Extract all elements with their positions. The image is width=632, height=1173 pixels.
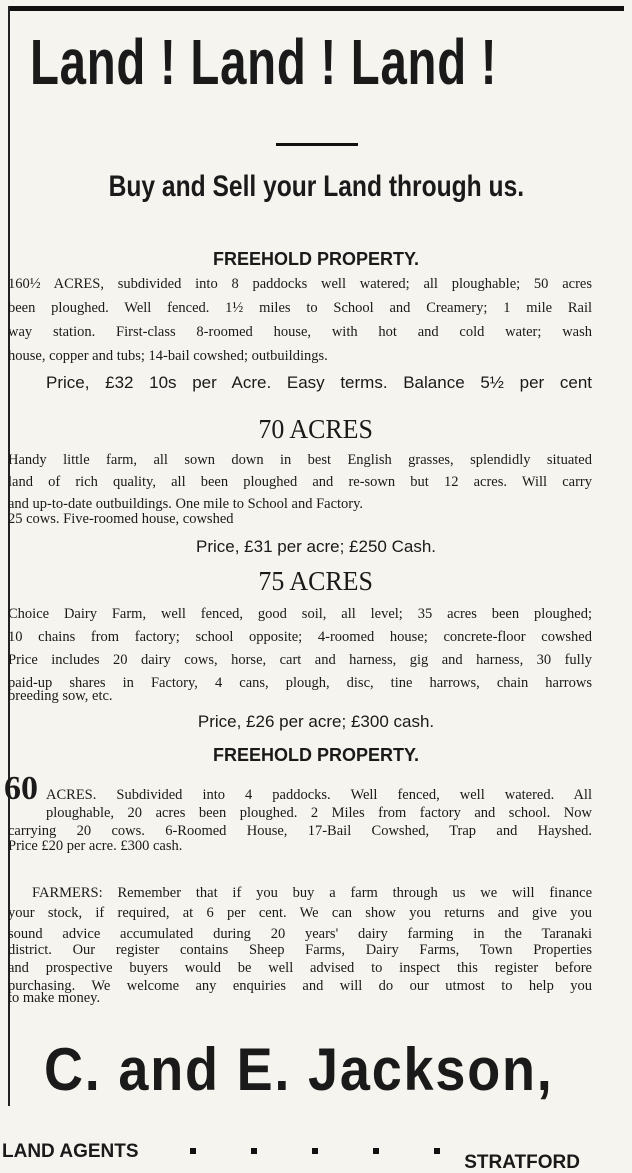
farmers-note-line: and prospective buyers would be well advised to inspect this register before	[8, 960, 592, 976]
section4-acreage-number: 60	[4, 770, 38, 807]
subheadline	[0, 172, 632, 202]
advertiser-signature: C. and E. Jackson,	[44, 1036, 554, 1103]
section1-price: Price, £32 10s per Acre. Easy terms. Balance 5½ per cent	[46, 373, 592, 392]
headline-divider	[276, 143, 358, 146]
section2-line: and up-to-date outbuildings. One mile to School and Factory.	[8, 496, 364, 512]
section1-line: way station. First-class 8-roomed house, with hot and cold water; wash	[8, 324, 592, 340]
farmers-note-line: FARMERS: Remember that if you buy a farm through us we will finance	[32, 885, 592, 901]
section3-line: Choice Dairy Farm, well fenced, good soil, all level; 35 acres been ploughed;	[8, 606, 592, 622]
farmers-note-line: sound advice accumulated during 20 years' dairy farming in the Taranaki	[8, 926, 592, 942]
section3-heading	[0, 568, 632, 595]
farmers-note-line: to make money.	[8, 990, 101, 1006]
section3-heading-text: 75 ACRES	[258, 566, 374, 596]
farmers-note-line: purchasing. We welcome any enquiries and will do our utmost to help you	[8, 978, 592, 994]
footer-dot	[434, 1148, 440, 1154]
section2-line: 25 cows. Five-roomed house, cowshed	[8, 511, 234, 527]
section3-price: Price, £26 per acre; £300 cash.	[197, 712, 435, 731]
section4-line: ploughable, 20 acres been ploughed. 2 Miles from factory and school. Now	[46, 805, 592, 821]
footer-stratford: STRATFORD	[464, 1152, 580, 1173]
section4-line: Price £20 per acre. £300 cash.	[8, 838, 183, 854]
footer-dot	[190, 1148, 196, 1154]
section2-heading	[0, 416, 632, 443]
section3-line: breeding sow, etc.	[8, 688, 113, 704]
footer-dot	[312, 1148, 318, 1154]
section2-price: Price, £31 per acre; £250 Cash.	[195, 537, 437, 556]
section2-line: Handy little farm, all sown down in best English grasses, splendidly situated	[8, 452, 592, 468]
section1-heading: FREEHOLD PROPERTY.	[212, 249, 420, 269]
footer-land-agents: LAND AGENTS	[2, 1141, 139, 1162]
section2-line: land of rich quality, all been ploughed and re-sown but 12 acres. Will carry	[8, 474, 592, 490]
section1-line: 160½ ACRES, subdivided into 8 paddocks well watered; all ploughable; 50 acres	[8, 276, 592, 292]
section3-line: 10 chains from factory; school opposite; 4-roomed house; concrete-floor cowshed	[8, 629, 592, 645]
footer-dot	[251, 1148, 257, 1154]
section3-line: paid-up shares in Factory, 4 cans, plough, disc, tine harrows, chain harrows	[8, 675, 592, 691]
farmers-note-line: district. Our register contains Sheep Farms, Dairy Farms, Town Properties	[8, 942, 592, 958]
section1-line: been ploughed. Well fenced. 1½ miles to School and Creamery; 1 mile Rail	[8, 300, 592, 316]
subheadline-text: Buy and Sell your Land through us.	[108, 170, 524, 203]
footer-dot-leaders	[190, 1148, 440, 1154]
section3-line: Price includes 20 dairy cows, horse, cart and harness, gig and harness, 30 fully	[8, 652, 592, 668]
footer-dot	[373, 1148, 379, 1154]
section4-line: carrying 20 cows. 6-Roomed House, 17-Bail Cowshed, Trap and Hayshed.	[8, 823, 592, 839]
section4-heading: FREEHOLD PROPERTY.	[212, 745, 420, 765]
farmers-note-line: your stock, if required, at 6 per cent. We can show you returns and give you	[8, 905, 592, 921]
headline: Land ! Land ! Land !	[30, 26, 498, 98]
section4-line: ACRES. Subdivided into 4 paddocks. Well fenced, well watered. All	[46, 787, 592, 803]
section1-line: house, copper and tubs; 14-bail cowshed; outbuildings.	[8, 348, 328, 364]
top-border-rule	[10, 6, 624, 11]
section2-heading-text: 70 ACRES	[258, 414, 374, 444]
